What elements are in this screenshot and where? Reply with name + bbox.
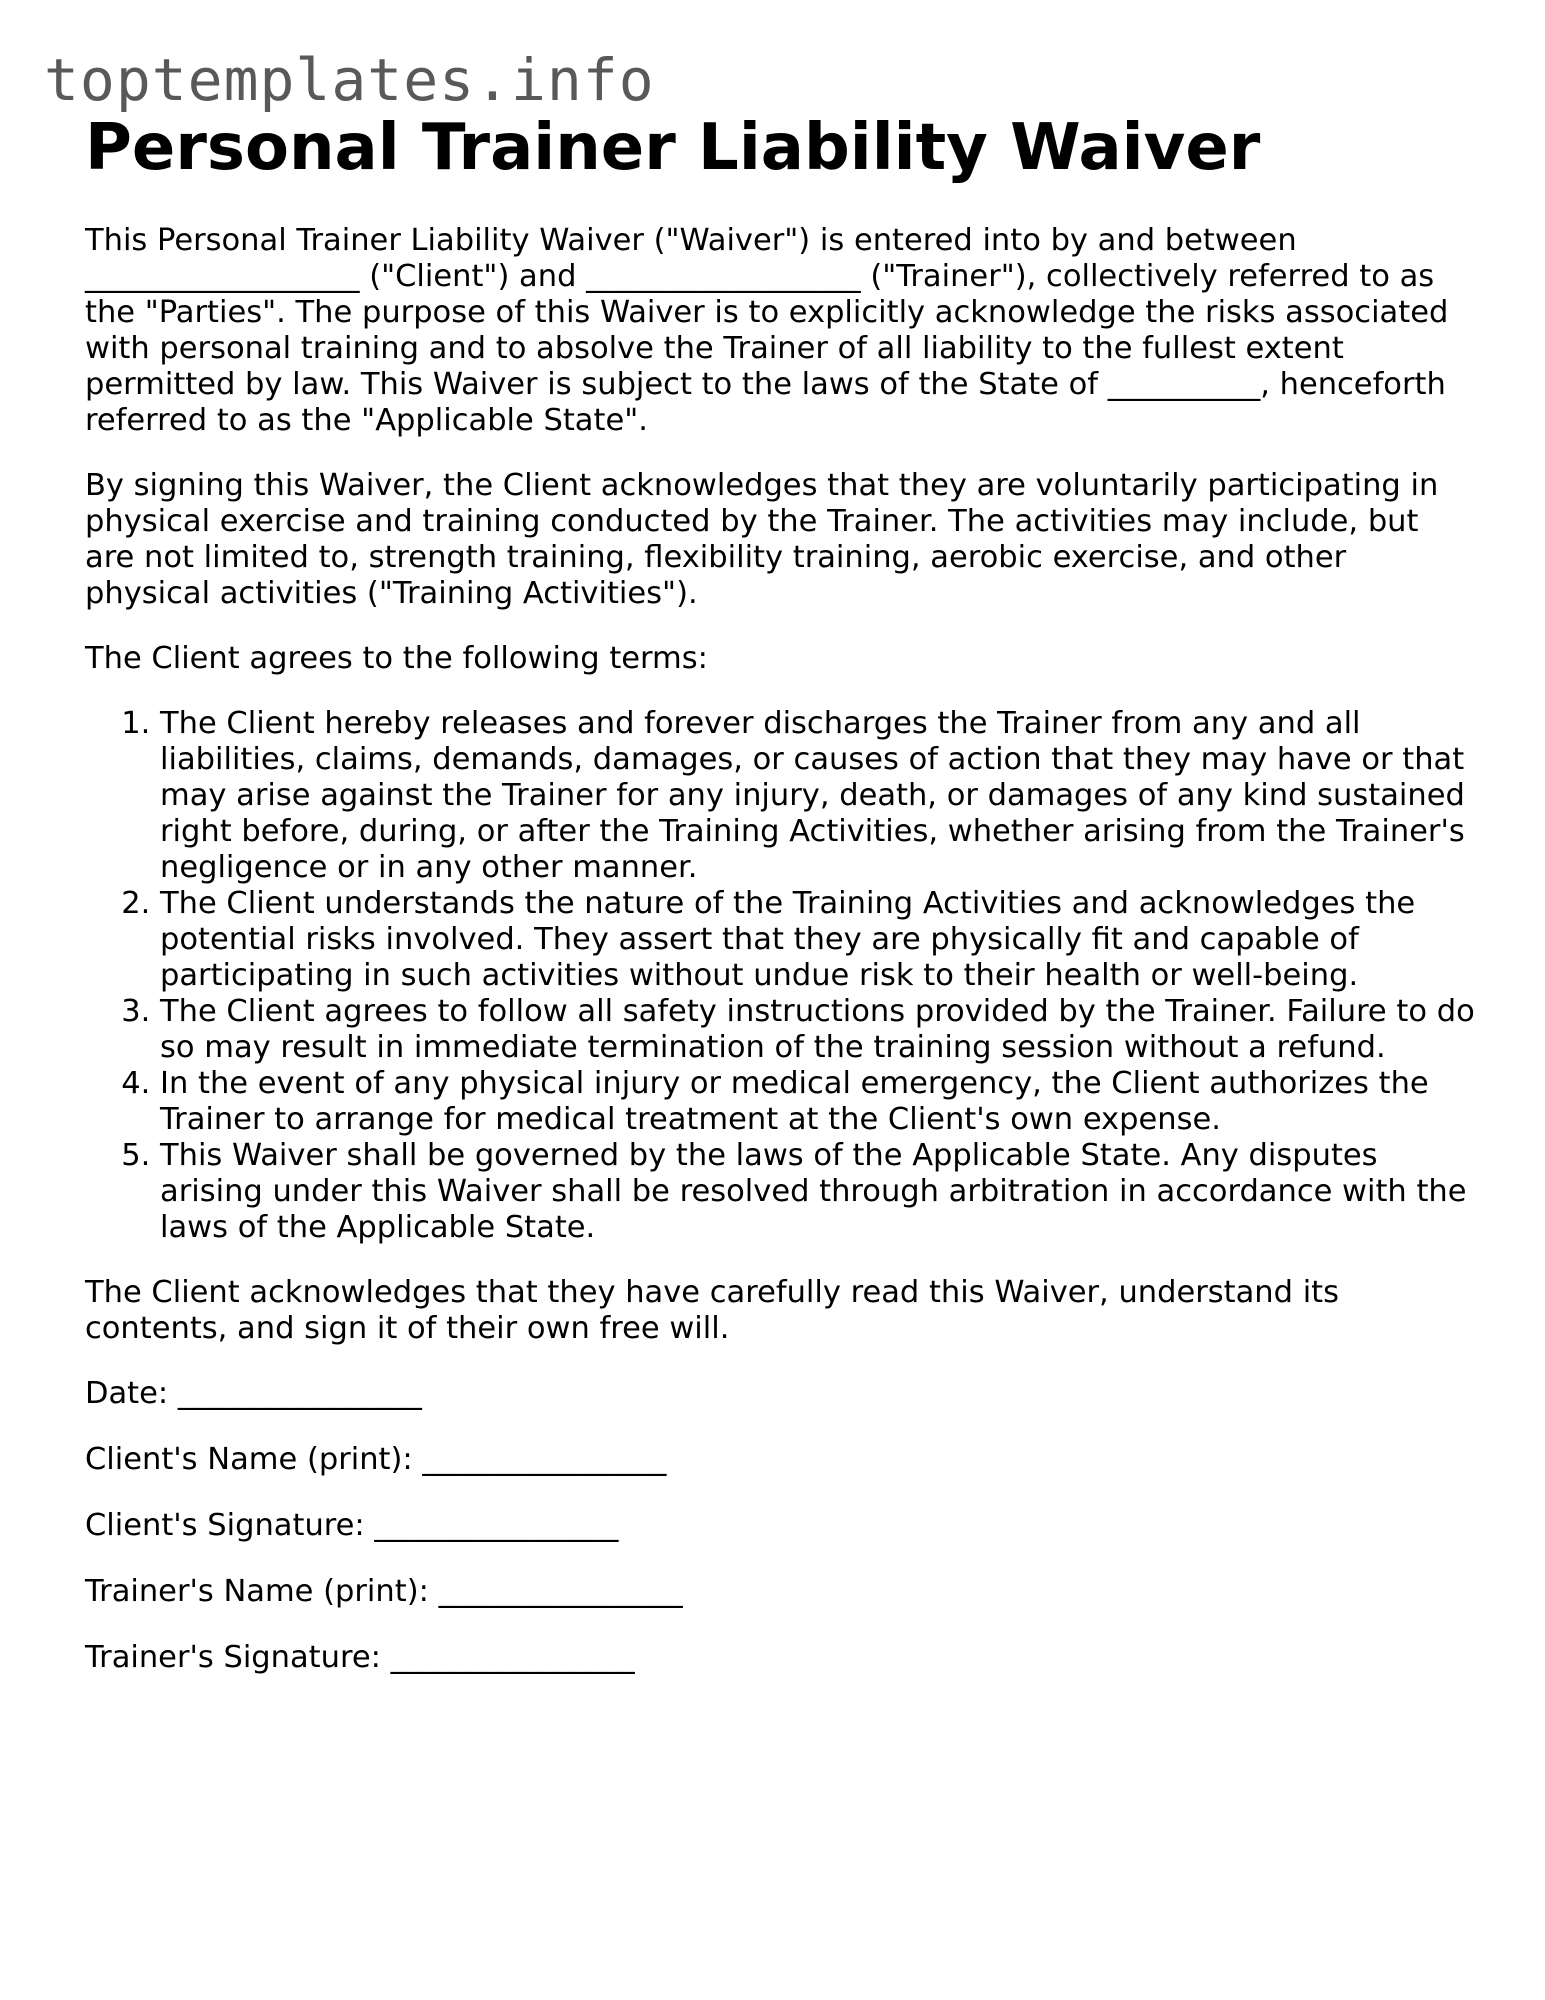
- terms-intro: The Client agrees to the following terms:: [85, 641, 708, 676]
- term-item-4: 4. In the event of any physical injury or medical emergency, the Client authorizes the Trainer to arrange for medical treatment at the Client's own expense.: [160, 1066, 1475, 1138]
- term-item-2: 2. The Client understands the nature of the Training Activities and acknowledges the potential risks involved. They assert that they are physically fit and capable of participating in such activities without undue risk to their health or well-being.: [160, 886, 1475, 994]
- intro-paragraph: This Personal Trainer Liability Waiver ("Waiver") is entered into by and between __________________ ("Client") and __________________ ("Trainer"), collectively referred to as the "Parties". The purpose of this Waiver is to explicitly acknowledge the risks associated with personal training and to absolve the Trainer of all liability to the fullest extent permitted by law. This Waiver is subject to the laws of the State of __________, henceforth referred to as the "Applicable State".: [85, 223, 1449, 438]
- closing-paragraph: The Client acknowledges that they have carefully read this Waiver, understand its contents, and sign it of their own free will.: [85, 1275, 1340, 1346]
- client-name-field: Client's Name (print): ________________: [85, 1442, 667, 1477]
- client-signature-field: Client's Signature: ________________: [85, 1508, 619, 1543]
- trainer-name-field: Trainer's Name (print): ________________: [85, 1574, 683, 1609]
- trainer-signature-field: Trainer's Signature: ________________: [85, 1640, 635, 1675]
- document-title: Personal Trainer Liability Waiver: [85, 111, 1261, 185]
- date-field: Date: ________________: [85, 1376, 422, 1411]
- term-item-1: 1. The Client hereby releases and forever discharges the Trainer from any and all liabilities, claims, demands, damages, or causes of action that they may have or that may arise against the Trainer for any injury, death, or damages of any kind sustained right before, during, or after the Training Activities, whether arising from the Trainer's negligence or in any other manner.: [160, 706, 1475, 886]
- document-body: [85, 108, 1475, 1676]
- term-item-3: 3. The Client agrees to follow all safety instructions provided by the Trainer. Failure to do so may result in immediate termination of the training session without a refund.: [160, 994, 1475, 1066]
- term-item-5: 5. This Waiver shall be governed by the laws of the Applicable State. Any disputes arising under this Waiver shall be resolved through arbitration in accordance with the laws of the Applicable State.: [160, 1138, 1475, 1246]
- watermark-text: toptemplates.info: [44, 46, 655, 114]
- terms-list: [85, 706, 1475, 1246]
- acknowledgement-paragraph: By signing this Waiver, the Client acknowledges that they are voluntarily participating in physical exercise and training conducted by the Trainer. The activities may include, but are not limited to, strength training, flexibility training, aerobic exercise, and other physical activities ("Training Activities").: [85, 468, 1439, 611]
